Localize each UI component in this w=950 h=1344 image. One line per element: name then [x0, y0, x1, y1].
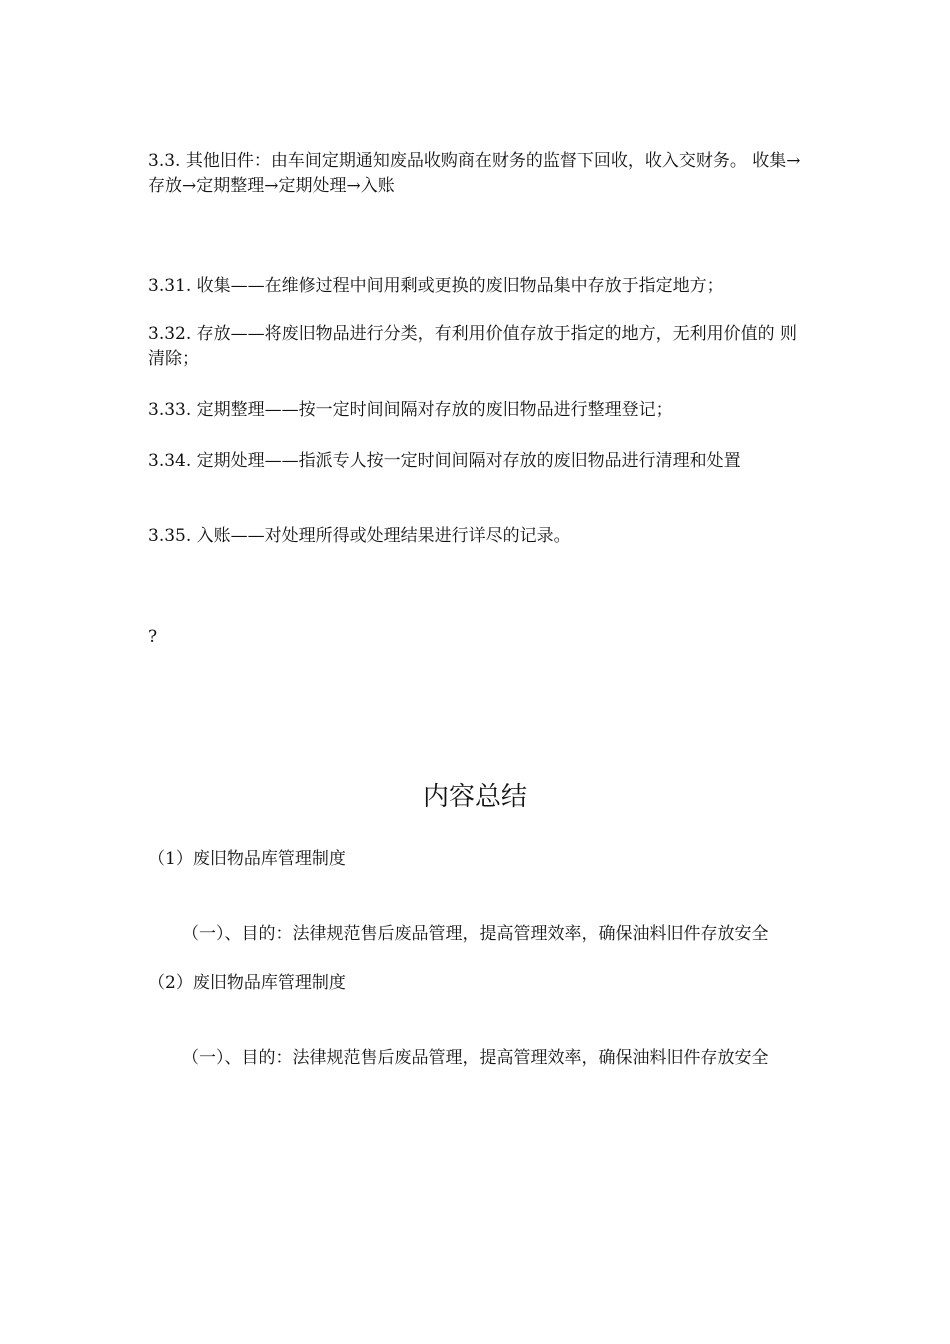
step-3-32-paragraph: 3.32. 存放——将废旧物品进行分类，有利用价值存放于指定的地方，无利用价值的 则清除；	[148, 324, 798, 369]
summary-item-2-body: （一）、目的：法律规范售后废品管理，提高管理效率，确保油料旧件存放安全	[182, 1048, 769, 1068]
step-3-31-paragraph: 3.31. 收集——在维修过程中间用剩或更换的废旧物品集中存放于指定地方；	[148, 276, 724, 296]
summary-title: 内容总结	[422, 782, 527, 812]
summary-item-1-body: （一）、目的：法律规范售后废品管理，提高管理效率，确保油料旧件存放安全	[182, 924, 769, 944]
step-3-34-paragraph: 3.34. 定期处理——指派专人按一定时间间隔对存放的废旧物品进行清理和处置	[148, 451, 741, 471]
step-3-35-paragraph: 3.35. 入账——对处理所得或处理结果进行详尽的记录。	[148, 526, 571, 546]
summary-item-1-heading: （1）废旧物品库管理制度	[148, 849, 346, 869]
step-3-33-paragraph: 3.33. 定期整理——按一定时间间隔对存放的废旧物品进行整理登记；	[148, 400, 673, 420]
question-mark: ?	[148, 627, 158, 647]
summary-item-2-heading: （2）废旧物品库管理制度	[148, 973, 346, 993]
section-3-3-paragraph: 3.3. 其他旧件：由车间定期通知废品收购商在财务的监督下回收，收入交财务。 收集→存放→定期整理→定期处理→入账	[148, 151, 801, 196]
